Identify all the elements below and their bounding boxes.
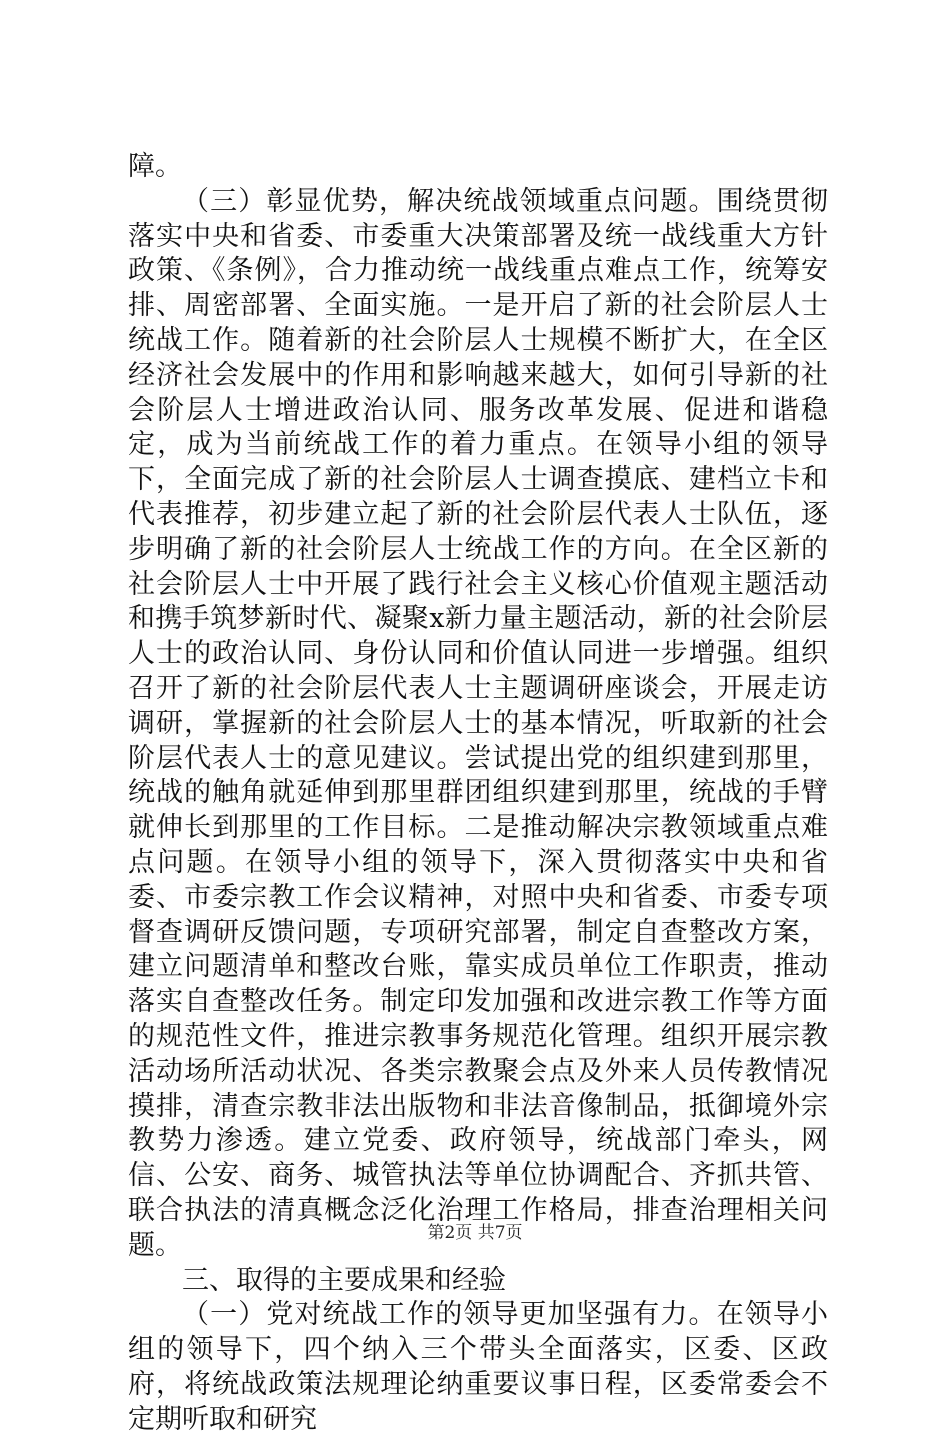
paragraph-section-three: （三）彰显优势，解决统战领域重点问题。围绕贯彻落实中央和省委、市委重大决策部署及统一战线重大方针政策、《条例》，合力推动统一战线重点难点工作，统筹安排、周密部署、全面实施。一是开启了新的社会阶层人士统战工作。随着新的社会阶层人士规模不断扩大，在全区经济社会发展中的作用和影响越来越大，如何引导新的社会阶层人士增进政治认同、服务改革发展、促进和谐稳定，成为当前统战工作的着力重点。在领导小组的领导下，全面完成了新的社会阶层人士调查摸底、建档立卡和代表推荐，初步建立起了新的社会阶层代表人士队伍，逐步明确了新的社会阶层人士统战工作的方向。在全区新的社会阶层人士中开展了践行社会主义核心价值观主题活动和携手筑梦新时代、凝聚x新力量主题活动，新的社会阶层人士的政治认同、身份认同和价值认同进一步增强。组织召开了新的社会阶层代表人士主题调研座谈会，开展走访调研，掌握新的社会阶层人士的基本情况，听取新的社会阶层代表人士的意见建议。尝试提出党的组织建到那里，统战的触角就延伸到那里群团组织建到那里，统战的手臂就伸长到那里的工作目标。二是推动解决宗教领域重点难点问题。在领导小组的领导下，深入贯彻落实中央和省委、市委宗教工作会议精神，对照中央和省委、市委专项督查调研反馈问题，专项研究部署，制定自查整改方案，建立问题清单和整改台账，靠实成员单位工作职责，推动落实自查整改任务。制定印发加强和改进宗教工作等方面的规范性文件，推进宗教事务规范化管理。组织开展宗教活动场所活动状况、各类宗教聚会点及外来人员传教情况摸排，清查宗教非法出版物和非法音像制品，抵御境外宗教势力渗透。建立党委、政府领导，统战部门牵头，网信、公安、商务、城管执法等单位协调配合、齐抓共管、联合执法的清真概念泛化治理工作格局，排查治理相关问题。 [128,185,828,1261]
section-heading: 三、取得的主要成果和经验 [182,1264,506,1296]
page-number-footer: 第2页 共7页 [427,1223,523,1243]
body-text [128,150,828,1437]
paragraph-continuation: 障。 [128,151,182,182]
paragraph-item-one: （一）党对统战工作的领导更加坚强有力。在领导小组的领导下，四个纳入三个带头全面落实，区委、区政府，将统战政策法规理论纳重要议事日程，区委常委会不定期听取和研究 [128,1299,828,1435]
